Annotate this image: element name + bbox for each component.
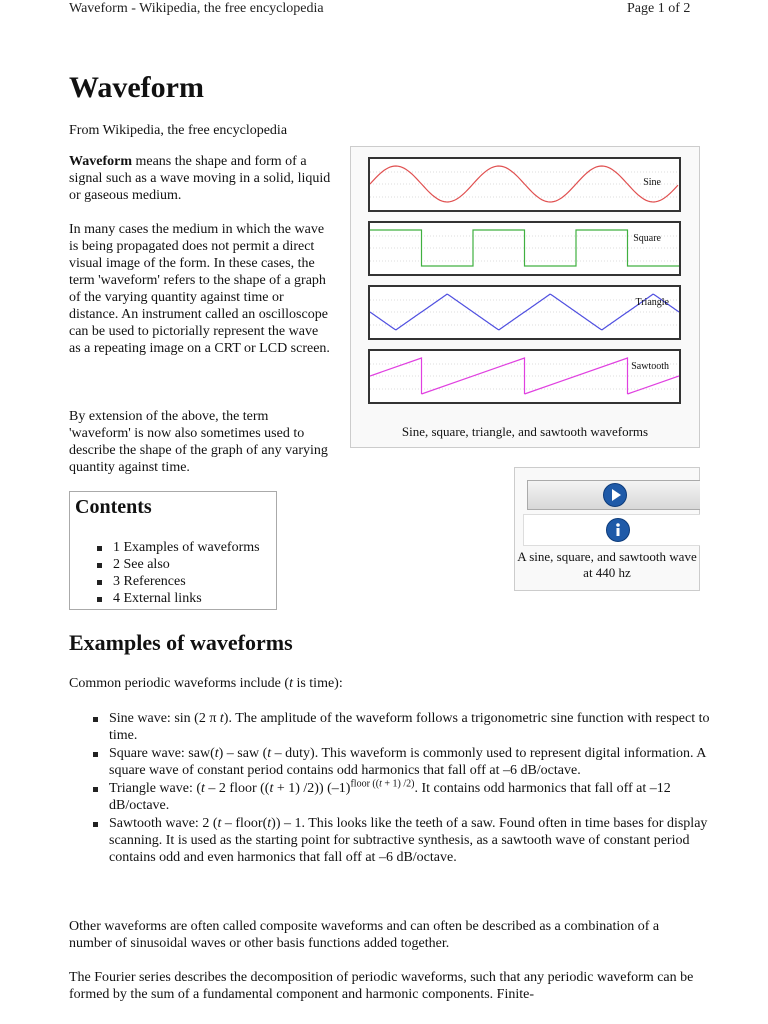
page-header-title: Waveform - Wikipedia, the free encyclopedia <box>69 1 324 16</box>
play-icon[interactable] <box>603 483 627 507</box>
sine-panel <box>368 157 681 212</box>
sawtooth-label: Sawtooth <box>631 361 669 372</box>
audio-media-box <box>514 467 700 591</box>
table-of-contents <box>69 491 277 610</box>
square-label: Square <box>633 233 661 244</box>
toc-item-examples[interactable]: 1 Examples of waveforms <box>113 540 260 555</box>
sine-wave-graphic <box>370 159 679 210</box>
intro-paragraph-1: Waveform means the shape and form of a signal such as a wave moving in a solid, liquid or gaseous medium. <box>69 154 331 203</box>
fourier-paragraph: The Fourier series describes the decomposition of periodic waveforms, such that any periodic waveform can be formed by the sum of a fundamental component and harmonic components. Finite- <box>69 970 694 1002</box>
triangle-panel <box>368 285 681 340</box>
audio-player-bar[interactable] <box>527 480 700 510</box>
page-title: Waveform <box>69 71 204 104</box>
sawtooth-wave-graphic <box>370 351 679 402</box>
toc-item-see-also[interactable]: 2 See also <box>113 556 260 573</box>
triangle-wave-graphic <box>370 287 679 338</box>
toc-item-references[interactable]: 3 References <box>113 573 260 590</box>
intro-term: Waveform <box>69 154 132 169</box>
page-subtitle: From Wikipedia, the free encyclopedia <box>69 123 288 138</box>
list-item-triangle: Triangle wave: (t – 2 floor ((t + 1) /2)) $(-1)^{floor ((t + 1) /2)}$. It contains odd harmonics that fall off at –12 dB/octave. <box>109 780 729 814</box>
sawtooth-panel <box>368 349 681 404</box>
waveform-figure <box>350 146 700 448</box>
composite-paragraph: Other waveforms are often called composite waveforms and can often be described as a combination of a number of sinusoidal waves or other basis functions added together. <box>69 919 660 951</box>
square-wave-graphic <box>370 223 679 274</box>
media-caption: A sine, square, and sawtooth wave at 440 hz <box>517 549 697 580</box>
toc-list <box>70 539 260 607</box>
triangle-label: Triangle <box>635 297 669 308</box>
toc-title: Contents <box>75 496 152 518</box>
info-icon[interactable] <box>606 518 630 542</box>
list-item-sawtooth: Sawtooth wave: 2 (t – floor(t)) – 1. This looks like the teeth of a saw. Found often in time bases for display scanning. It is used as the starting point for subtractive synthesis, as a sawtooth wave of constant period contains odd and even harmonics that fall off at –6 dB/octave. <box>109 815 729 866</box>
sine-label: Sine <box>643 177 661 188</box>
waveform-list <box>69 710 729 867</box>
square-panel <box>368 221 681 276</box>
figure-caption: Sine, square, triangle, and sawtooth waveforms <box>401 424 649 439</box>
list-item-sine: Sine wave: sin (2 π t). The amplitude of the waveform follows a trigonometric sine function with respect to time. <box>109 710 729 744</box>
intro-paragraph-2: In many cases the medium in which the wave is being propagated does not permit a direct visual image of the form. In these cases, the term 'waveform' refers to the shape of a graph of the varying quantity against time or distance. An instrument called an oscilloscope can be used to pictorially represent the wave as a repeating image on a CRT or LCD screen. <box>69 222 330 356</box>
page-number: Page 1 of 2 <box>627 1 691 16</box>
examples-intro: Common periodic waveforms include (t is time): <box>69 676 343 691</box>
section-heading-examples: Examples of waveforms <box>69 630 293 655</box>
media-info-row <box>523 514 700 546</box>
list-item-square: Square wave: saw(t) – saw (t – duty). This waveform is commonly used to represent digital information. A square wave of constant period contains odd harmonics that fall off at –6 dB/octave. <box>109 745 729 779</box>
toc-item-external-links[interactable]: 4 External links <box>113 590 260 607</box>
intro-paragraph-3: By extension of the above, the term 'waveform' is now also sometimes used to describe the shape of the graph of any varying quantity against time. <box>69 409 328 475</box>
